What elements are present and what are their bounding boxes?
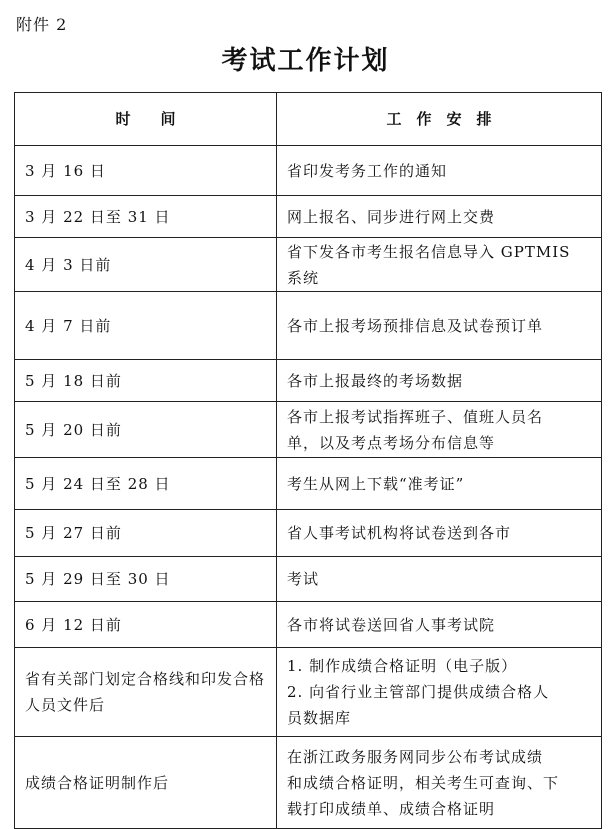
row-time: 5 月 18 日前 xyxy=(15,360,277,402)
task-line: 各市上报考试指挥班子、值班人员名 xyxy=(287,407,544,426)
row-task xyxy=(277,292,602,360)
table-row xyxy=(15,360,602,402)
table-row xyxy=(15,458,602,510)
table-header-row xyxy=(15,93,602,146)
row-time: 成绩合格证明制作后 xyxy=(15,737,277,829)
annex-label: 附件 2 xyxy=(16,15,68,34)
row-task xyxy=(277,196,602,238)
task-line: 载打印成绩单、成绩合格证明 xyxy=(287,799,496,818)
row-task xyxy=(277,458,602,510)
row-time: 5 月 27 日前 xyxy=(15,510,277,557)
task-line: 各市上报最终的考场数据 xyxy=(287,371,464,390)
header-task: 工 作 安 排 xyxy=(277,93,602,146)
table-row xyxy=(15,602,602,648)
row-task xyxy=(277,360,602,402)
task-line: 各市将试卷送回省人事考试院 xyxy=(287,615,496,634)
task-line: 省下发各市考生报名信息导入 GPTMIS xyxy=(287,242,571,261)
row-time: 5 月 20 日前 xyxy=(15,402,277,458)
task-line: 系统 xyxy=(287,268,320,287)
row-time: 6 月 12 日前 xyxy=(15,602,277,648)
row-task xyxy=(277,648,602,737)
page-title: 考试工作计划 xyxy=(221,46,390,76)
table-row xyxy=(15,510,602,557)
task-line: 考试 xyxy=(287,570,320,588)
row-task xyxy=(277,146,602,196)
task-line: 1. 制作成绩合格证明（电子版） xyxy=(287,657,518,675)
header-time: 时 间 xyxy=(15,93,277,146)
task-line: 各市上报考场预排信息及试卷预订单 xyxy=(287,316,544,335)
task-line: 2. 向省行业主管部门提供成绩合格人 xyxy=(287,683,550,701)
task-line: 和成绩合格证明，相关考生可查询、下 xyxy=(287,773,560,792)
row-time: 3 月 16 日 xyxy=(15,146,277,196)
schedule-table xyxy=(14,92,602,829)
table-row xyxy=(15,737,602,829)
task-line: 省印发考务工作的通知 xyxy=(287,161,448,180)
row-task xyxy=(277,602,602,648)
row-time: 4 月 7 日前 xyxy=(15,292,277,360)
row-time: 省有关部门划定合格线和印发合格人员文件后 xyxy=(15,648,277,737)
row-task xyxy=(277,737,602,829)
row-time: 5 月 29 日至 30 日 xyxy=(15,557,277,602)
task-line: 员数据库 xyxy=(287,709,352,727)
table-row xyxy=(15,196,602,238)
row-time: 4 月 3 日前 xyxy=(15,238,277,292)
row-time: 5 月 24 日至 28 日 xyxy=(15,458,277,510)
table-row xyxy=(15,648,602,737)
table-row xyxy=(15,238,602,292)
table-row xyxy=(15,557,602,602)
table-row xyxy=(15,292,602,360)
row-task xyxy=(277,510,602,557)
table-row xyxy=(15,146,602,196)
task-line: 省人事考试机构将试卷送到各市 xyxy=(287,524,512,542)
task-line: 网上报名、同步进行网上交费 xyxy=(287,207,496,226)
row-task xyxy=(277,402,602,458)
task-line: 考生从网上下载“准考证” xyxy=(287,474,465,493)
table-row xyxy=(15,402,602,458)
row-task xyxy=(277,238,602,292)
row-task xyxy=(277,557,602,602)
task-line: 在浙江政务服务网同步公布考试成绩 xyxy=(287,747,544,766)
row-time: 3 月 22 日至 31 日 xyxy=(15,196,277,238)
task-line: 单，以及考点考场分布信息等 xyxy=(287,433,496,452)
